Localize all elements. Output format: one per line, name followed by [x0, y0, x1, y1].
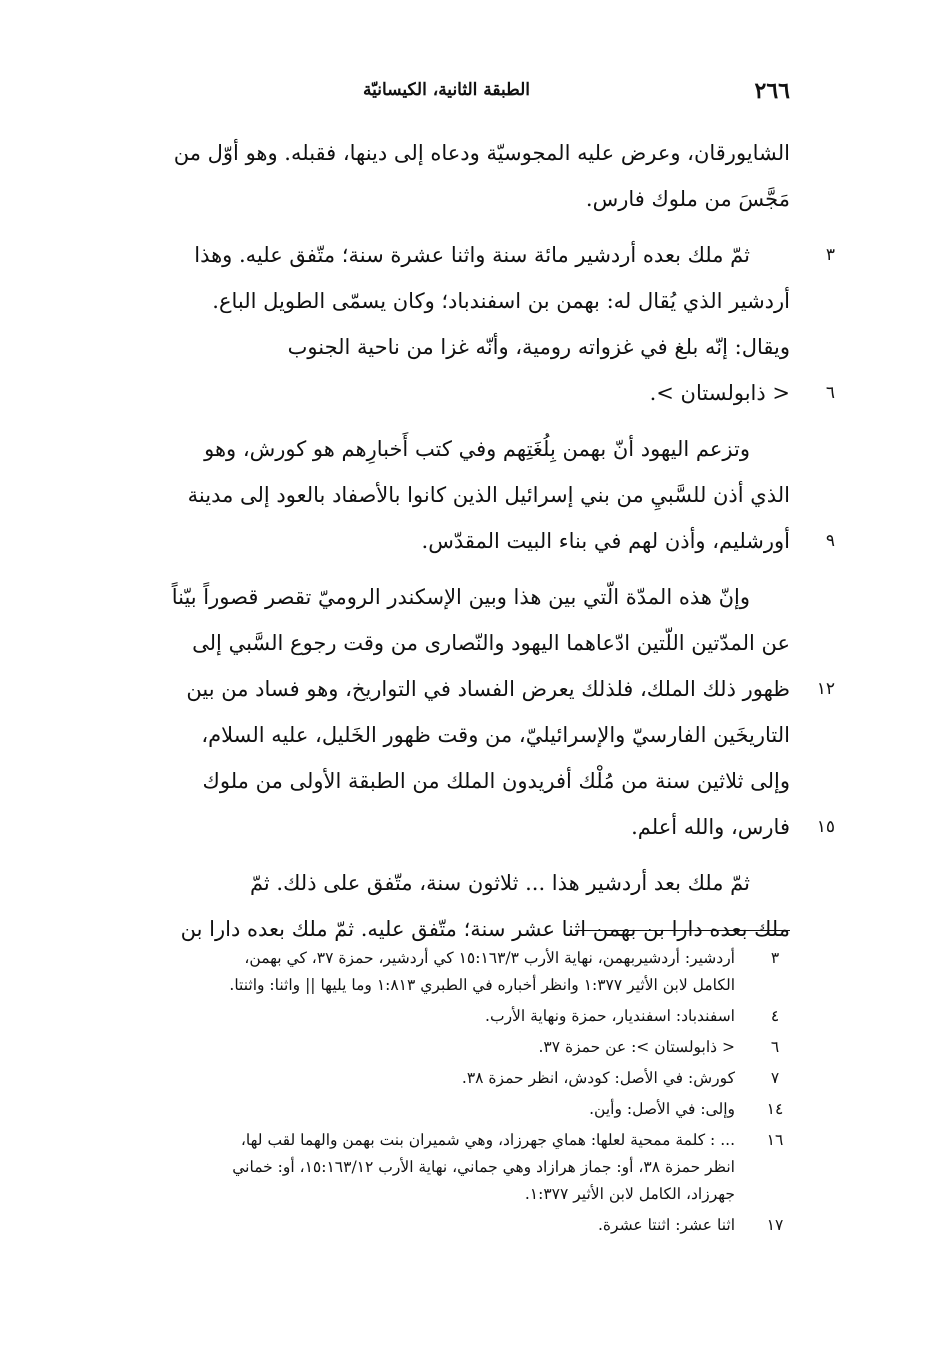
line-text: ثمّ ملك بعد أردشير هذا ... ثلاثون سنة، متّفق على ذلك. ثمّ: [249, 871, 750, 895]
paragraph: [100, 130, 790, 222]
footnote: [100, 1127, 790, 1208]
paragraph: [100, 232, 835, 416]
text-line: [100, 278, 790, 324]
footnote: [100, 1065, 790, 1092]
footnote-number: ١٤: [766, 1100, 784, 1118]
line-number: ٦: [825, 383, 835, 403]
footnote-number: ٧: [770, 1069, 780, 1087]
footnote-text: الكامل لابن الأثير ١:٣٧٧ وانظر أخباره في الطبري ١:٨١٣ وما يليها || واثنا: واثنتا.: [229, 976, 735, 994]
paragraph: [100, 426, 835, 564]
footnote: [100, 945, 790, 999]
text-line: [100, 860, 790, 906]
footnote: [100, 1212, 790, 1239]
text-line: [100, 620, 790, 666]
footnote-number: ٦: [770, 1038, 780, 1056]
footnote-text: وإلى: في الأصل: وأين.: [589, 1100, 735, 1118]
text-line: [100, 130, 790, 176]
line-text: وتزعم اليهود أنّ بهمن بِلُغَتِهم وفي كتب أَخبارِهم هو كورش، وهو: [204, 437, 750, 461]
text-line: [100, 176, 790, 222]
line-text: أورشليم، وأذن لهم في بناء البيت المقدّس.: [421, 529, 790, 553]
text-line: [100, 426, 790, 472]
text-line: [100, 518, 835, 564]
page-header: [100, 78, 790, 108]
text-line: [100, 758, 790, 804]
footnote-number: ٣: [770, 949, 780, 967]
line-number: ١٢: [816, 679, 835, 699]
footnote-text: انظر حمزة ٣٨، أو: جماز هرازاد وهي جماني، نهاية الأرب ١٥:١٦٣/١٢، أو: خماني: [232, 1158, 735, 1176]
line-text: وإلى ثلاثين سنة من مُلْك أفريدون الملك من الطبقة الأولى من ملوك: [202, 769, 790, 793]
text-line: [100, 370, 835, 416]
footnote: [100, 1034, 790, 1061]
line-text: أردشير الذي يُقال له: بهمن بن اسفندباد؛ وكان يسمّى الطويل الباع.: [212, 289, 790, 313]
line-text: الشايورقان، وعرض عليه المجوسيّة ودعاه إلى دينها، فقبله. وهو أوّل من: [173, 141, 790, 165]
line-text: ثمّ ملك بعده أردشير مائة سنة واثنا عشرة سنة؛ متّفق عليه. وهذا: [194, 243, 750, 267]
line-number: ٩: [825, 531, 835, 551]
page-number: ٢٦٦: [754, 78, 790, 104]
line-text: وإنّ هذه المدّة الّتي بين هذا وبين الإسكندر الروميّ تقصر قصوراً بيّناً: [171, 585, 750, 609]
line-text: ملك بعده دارا بن بهمن اثنا عشر سنة؛ متّفق عليه. ثمّ ملك بعده دارا بن: [180, 917, 790, 941]
footnote: [100, 1096, 790, 1123]
line-text: ظهور ذلك الملك، فلذلك يعرض الفساد في التواريخ، وهو فساد من بين: [186, 677, 790, 701]
footnote-text: اسفندباد: اسفنديار، حمزة ونهاية الأرب.: [485, 1007, 735, 1025]
footnote-text: جهرزاد، الكامل لابن الأثير ١:٣٧٧.: [524, 1185, 735, 1203]
footnote-text: كورش: في الأصل: كودش، انظر حمزة ٣٨.: [461, 1069, 735, 1087]
line-text: ويقال: إنّه بلغ في غزواته رومية، وأنّه غزا من ناحية الجنوب: [287, 335, 790, 359]
line-text: فارس، والله أعلم.: [631, 815, 790, 839]
footnote-text: أردشير: أردشيربهمن، نهاية الأرب ١٥:١٦٣/٣ كي أردشير، حمزة ٣٧، كي بهمن،: [244, 949, 735, 967]
line-text: عن المدّتين اللّتين ادّعاهما اليهود والنّصارى من وقت رجوع السَّبي إلى: [192, 631, 790, 655]
line-text: < ذابولستان >.: [649, 381, 790, 405]
text-line: [100, 574, 790, 620]
footnote-number: ١٧: [766, 1216, 784, 1234]
footnote: [100, 1003, 790, 1030]
footnote-number: ٤: [770, 1007, 780, 1025]
footnote-text: ... : كلمة ممحية لعلها: هماي جهرزاد، وهي شميران بنت بهمن والهما لقب لها،: [240, 1131, 735, 1149]
footnote-text: < ذابولستان >: عن حمزة ٣٧.: [538, 1038, 735, 1056]
footnote-number: ١٦: [766, 1131, 784, 1149]
main-text: [100, 130, 835, 952]
footnote-rule: [575, 930, 790, 931]
text-line: [100, 666, 835, 712]
paragraph: [100, 574, 835, 850]
paragraph: [100, 860, 790, 952]
line-text: مَجَّسَ من ملوك فارس.: [585, 187, 790, 211]
footnote-text: اثنا عشر: اثنتا عشرة.: [597, 1216, 735, 1234]
line-text: الذي أذن للسَّبيِ من بني إسرائيل الذين كانوا بالأصفاد بالعود إلى مدينة: [187, 483, 790, 507]
line-number: ٣: [825, 245, 835, 265]
text-line: [100, 712, 790, 758]
text-line: [100, 472, 790, 518]
line-number: ١٥: [816, 817, 835, 837]
running-title: الطبقة الثانية، الكيسانيّة: [363, 80, 530, 100]
text-line: [100, 232, 835, 278]
text-line: [100, 804, 835, 850]
line-text: التاريخَين الفارسيّ والإسرائيليّ، من وقت ظهور الخَليل، عليه السلام،: [201, 723, 790, 747]
footnotes: [100, 945, 790, 1243]
text-line: [100, 324, 790, 370]
